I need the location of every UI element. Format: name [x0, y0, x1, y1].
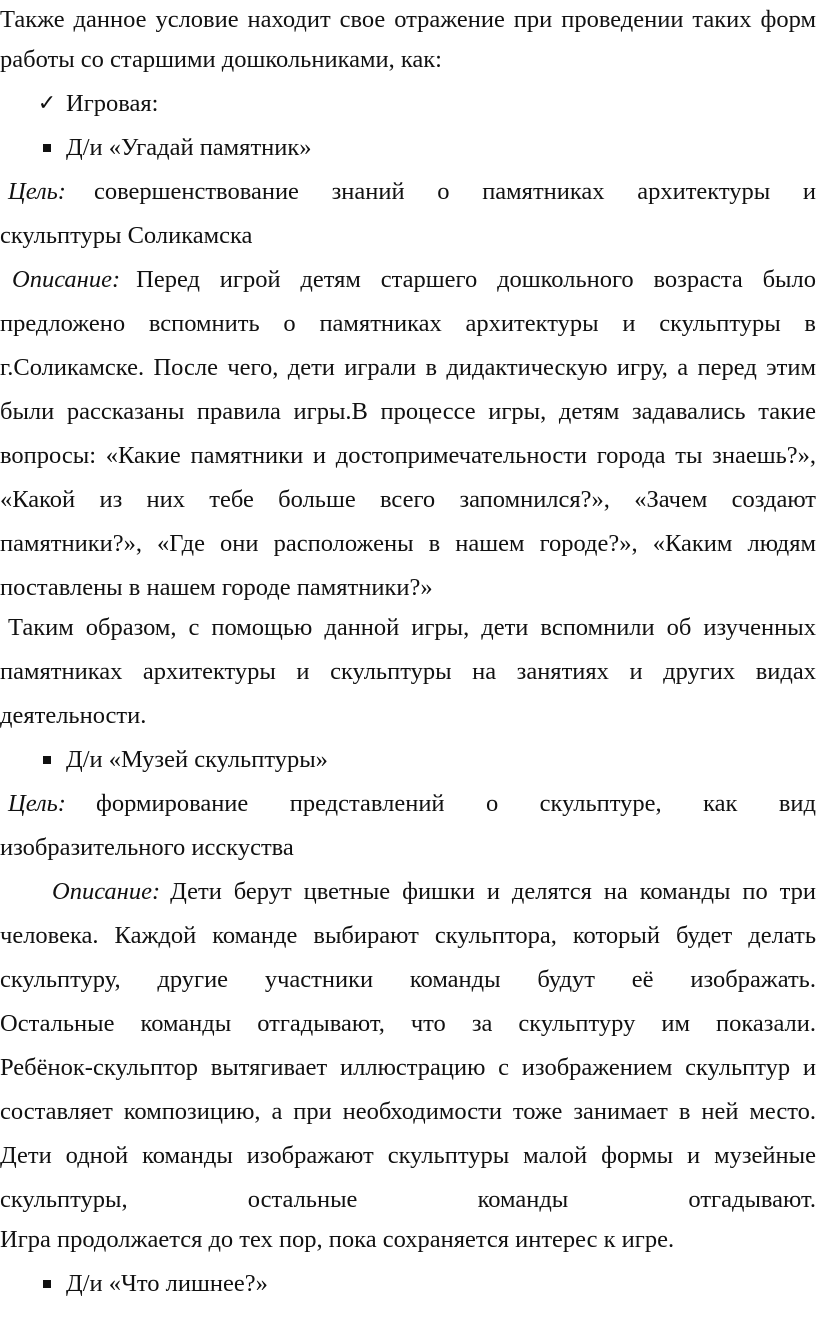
description-text: Ребёнок-скульптор вытягивает иллюстрацию с изображением скульптур и — [0, 1054, 816, 1081]
description-label: Описание: — [12, 266, 121, 293]
description-text: составляет композицию, а при необходимости тоже занимает в ней место. — [0, 1098, 816, 1125]
description-text: вопросы: «Какие памятники и достопримечательности города ты знаешь?», — [0, 442, 816, 469]
description-text: поставлены в нашем городе памятники?» — [0, 574, 433, 601]
description-text: скульптуру, другие участники команды будут её изображать. — [0, 966, 816, 993]
game-title-text: Д/и «Угадай памятник» — [66, 134, 312, 161]
description-text: Остальные команды отгадывают, что за скульптуру им показали. — [0, 1010, 816, 1037]
goal-line — [8, 174, 816, 210]
description-text: Перед игрой детям старшего дошкольного возраста было — [136, 266, 816, 293]
description-text: скульптуры, остальные команды отгадывают. — [0, 1186, 816, 1213]
game-title-text: Д/и «Музей скульптуры» — [66, 746, 328, 773]
result-text: деятельности. — [0, 702, 147, 729]
description-text: были рассказаны правила игры.В процессе игры, детям задавались такие — [0, 398, 816, 425]
description-line — [12, 262, 816, 298]
goal-text: совершенствование знаний о памятниках архитектуры и — [93, 178, 816, 205]
description-text: памятники?», «Где они расположены в нашем городе?», «Каким людям — [0, 530, 816, 557]
list-item-label: Игровая: — [66, 90, 159, 117]
goal-label: Цель: — [8, 178, 66, 205]
goal-label: Цель: — [8, 790, 66, 817]
goal-line — [8, 786, 816, 822]
checkmark-icon: ✓ — [37, 91, 57, 116]
description-text: человека. Каждой команде выбирают скульптора, который будет делать — [0, 922, 816, 949]
intro-line: работы со старшими дошкольниками, как: — [0, 46, 442, 73]
description-text: Дети берут цветные фишки и делятся на команды по три — [170, 878, 816, 905]
game-title-text: Д/и «Что лишнее?» — [66, 1270, 268, 1297]
result-text: Таким образом, с помощью данной игры, дети вспомнили об изученных — [8, 614, 816, 641]
description-text: предложено вспомнить о памятниках архитектуры и скульптуры в — [0, 310, 816, 337]
description-text: г.Соликамске. После чего, дети играли в дидактическую игру, а перед этим — [0, 354, 816, 381]
description-text: Игра продолжается до тех пор, пока сохраняется интерес к игре. — [0, 1226, 675, 1253]
description-text: «Какой из них тебе больше всего запомнился?», «Зачем создают — [0, 486, 816, 513]
description-line — [52, 874, 816, 910]
goal-text: скульптуры Соликамска — [0, 222, 253, 249]
goal-text: формирование представлений о скульптуре, как вид — [95, 790, 816, 817]
goal-text: изобразительного исскуства — [0, 834, 294, 861]
result-text: памятниках архитектуры и скульптуры на занятиях и других видах — [0, 658, 816, 685]
intro-line: Также данное условие находит свое отражение при проведении таких форм — [0, 6, 816, 33]
description-label: Описание: — [52, 878, 161, 905]
description-text: Дети одной команды изображают скульптуры малой формы и музейные — [0, 1142, 816, 1169]
